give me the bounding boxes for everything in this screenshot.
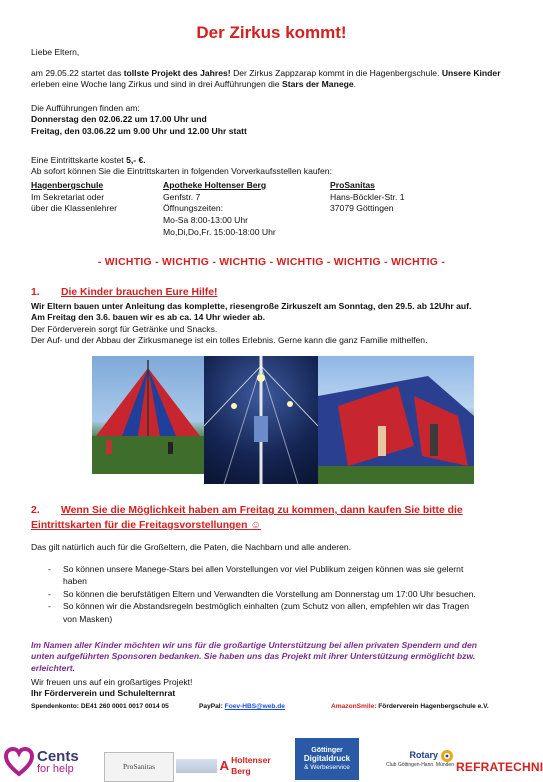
- bullet-text: von Masken): [63, 613, 113, 624]
- intro-text-1: am 29.05.22 startet das: [31, 68, 124, 78]
- section-title: Die Kinder brauchen Eure Hilfe!: [61, 287, 218, 298]
- paypal-label: PayPal:: [199, 703, 225, 710]
- section-1-line: Wir Eltern bauen unter Anleitung das komplette, riesengroße Zirkuszelt am Sonntag, den 29.5. ab 12Uhr auf.: [31, 301, 472, 311]
- outlet-prosanitas: [330, 180, 405, 215]
- section-number: 2.: [31, 505, 40, 516]
- for-help-text: for help: [37, 763, 74, 775]
- prosanitas-text: ProSanitas: [122, 762, 156, 772]
- outlet-apotheke: [163, 180, 276, 238]
- tent-photo-3: [318, 356, 474, 484]
- heart-icon: [4, 747, 34, 777]
- thanks-line: erleichtert.: [31, 662, 75, 673]
- outlet-line: Im Sekretariat oder: [31, 191, 105, 202]
- presale-text: Ab sofort können Sie die Eintrittskarten in folgenden Vorverkaufsstellen kaufen:: [31, 166, 332, 177]
- list-item: [31, 588, 531, 600]
- section-2-text: Das gilt natürlich auch für die Großeltern, die Paten, die Nachbarn und alle anderen.: [31, 542, 352, 552]
- apotheke-image: [176, 759, 217, 773]
- thanks-line: unten aufgeführten Sponsoren bedanken. Sie haben uns das Projekt mit ihrer Unterstützung ermöglicht bzw.: [31, 651, 476, 662]
- rotary-wheel-icon: [440, 749, 454, 763]
- bullet-text: So können unsere Manege-Stars bei allen Vorstellungen vor viel Publikum zeigen können was sie gelernt: [63, 564, 464, 574]
- rotary-text: Rotary: [409, 750, 438, 761]
- cents-text: Cents: [37, 748, 79, 765]
- bullet-dash: -: [48, 564, 51, 574]
- amazon-label: AmazonSmile:: [331, 703, 379, 710]
- outlet-hagenbergschule: [31, 180, 117, 215]
- section-title-cont: Eintrittskarten für die Freitagsvorstellungen ☺: [31, 520, 262, 532]
- rotary-logo: [364, 744, 454, 774]
- cents-for-help-logo: [4, 744, 100, 780]
- footer-amazon: [331, 703, 489, 712]
- closing: [31, 677, 192, 700]
- bullet-dash: -: [48, 601, 51, 612]
- footer-paypal: [199, 703, 285, 712]
- section-1-line: Der Auf- und der Abbau der Zirkusmanege ist ein tolles Erlebnis. Gerne kann die ganz Familie mithelfen.: [31, 335, 428, 346]
- outlet-line: Öffnungszeiten:: [163, 203, 224, 214]
- thanks-line: Im Namen aller Kinder möchten wir uns für die großartige Unterstützung bei allen privaten Spendern und den: [31, 640, 477, 650]
- important-banner: - WICHTIG - WICHTIG - WICHTIG - WICHTIG - WICHTIG - WICHTIG -: [97, 257, 446, 268]
- goettinger-digitaldruck-logo: [295, 738, 359, 780]
- section-number: 1.: [31, 287, 40, 298]
- intro-text-4: .: [353, 79, 357, 90]
- section-2-heading: [31, 503, 531, 533]
- outlet-line: 37079 Göttingen: [330, 203, 394, 214]
- prosanitas-logo: [104, 752, 174, 782]
- outlet-name: ProSanitas: [330, 180, 375, 190]
- signature-line: Ihr Förderverein und Schulelternrat: [31, 688, 176, 699]
- bullet-text: So können die berufstätigen Eltern und Verwandten die Vorstellung am Donnerstag um 17:00 Uhr besuchen.: [63, 588, 476, 599]
- digitaldruck-text: Digitaldruck: [303, 753, 351, 763]
- performance-friday: Freitag, den 03.06.22 um 9.00 Uhr und 12.00 Uhr statt: [31, 125, 247, 136]
- goettinger-text: Göttinger: [311, 747, 343, 755]
- apotheke-text: Holtenser Berg: [231, 754, 271, 776]
- intro-paragraph: [31, 68, 515, 91]
- thanks-paragraph: [31, 640, 531, 674]
- section-1-line: Am Freitag den 3.6. bauen wir es ab ca. 14 Uhr wieder ab.: [31, 312, 266, 323]
- outlet-name: Hagenbergschule: [31, 180, 104, 190]
- intro-bold-2: Unsere Kinder: [441, 68, 501, 78]
- section-1-heading: [31, 286, 217, 300]
- werbeservice-text: & Werbeservice: [304, 763, 350, 771]
- tent-photo-1: [92, 356, 204, 474]
- tent-photo-2: [204, 356, 318, 484]
- intro-bold-3: Stars der Manege: [281, 79, 354, 90]
- section-1-line: Der Förderverein sorgt für Getränke und Snacks.: [31, 323, 218, 334]
- section-2-bullets: [31, 563, 531, 625]
- paypal-link[interactable]: Foev-HBS@web.de: [224, 703, 285, 710]
- footer-donation: Spendenkonto: DE41 260 0001 0017 0014 05: [31, 703, 169, 710]
- intro-text-2: Der Zirkus Zappzarap kommt in die Hagenbergschule.: [230, 68, 442, 78]
- bullet-text: haben: [63, 576, 87, 587]
- apotheke-logo: [176, 752, 288, 780]
- closing-line: Wir freuen uns auf ein großartiges Projekt!: [31, 677, 193, 687]
- outlet-line: Genfstr. 7: [163, 191, 201, 202]
- ticket-price: 5,- €.: [126, 155, 146, 165]
- refratechnik-logo: REFRATECHNI: [456, 760, 543, 774]
- apotheke-a-icon: A: [219, 758, 230, 774]
- outlet-line: Hans-Böckler-Str. 1: [330, 191, 405, 202]
- rotary-club-text: Club Göttingen-Hann. Münden: [386, 762, 454, 769]
- list-item: [31, 600, 531, 625]
- amazon-name: Förderverein Hagenbergschule e.V.: [378, 703, 489, 710]
- intro-bold-1: tollste Projekt des Jahres!: [123, 68, 231, 78]
- greeting: Liebe Eltern,: [31, 47, 80, 57]
- outlet-line: Mo,Di,Do,Fr. 15:00-18:00 Uhr: [163, 226, 276, 237]
- list-item: [31, 563, 531, 588]
- page-title: Der Zirkus kommt!: [196, 23, 347, 42]
- outlet-name: Apotheke Holtenser Berg: [163, 180, 267, 190]
- ticket-info: [31, 155, 332, 178]
- bullet-text: So können wir die Abstandsregeln bestmöglich einhalten (zum Schutz von allen, empfehlen wir das Tragen: [63, 601, 470, 612]
- section-title: Wenn Sie die Möglichkeit haben am Freitag zu kommen, dann kaufen Sie bitte die: [61, 505, 463, 516]
- performance-thursday: Donnerstag den 02.06.22 um 17.00 Uhr und: [31, 114, 207, 125]
- performances: [31, 103, 247, 137]
- section-1-body: [31, 301, 531, 346]
- performances-label: Die Aufführungen finden am:: [31, 103, 140, 113]
- outlet-line: Mo-Sa 8:00-13:00 Uhr: [163, 215, 249, 226]
- ticket-price-text: Eine Eintrittskarte kostet: [31, 155, 127, 165]
- intro-text-3: erleben eine Woche lang Zirkus und sind in drei Aufführungen die: [31, 79, 282, 90]
- outlet-line: über die Klassenlehrer: [31, 203, 117, 214]
- bullet-dash: -: [48, 588, 51, 599]
